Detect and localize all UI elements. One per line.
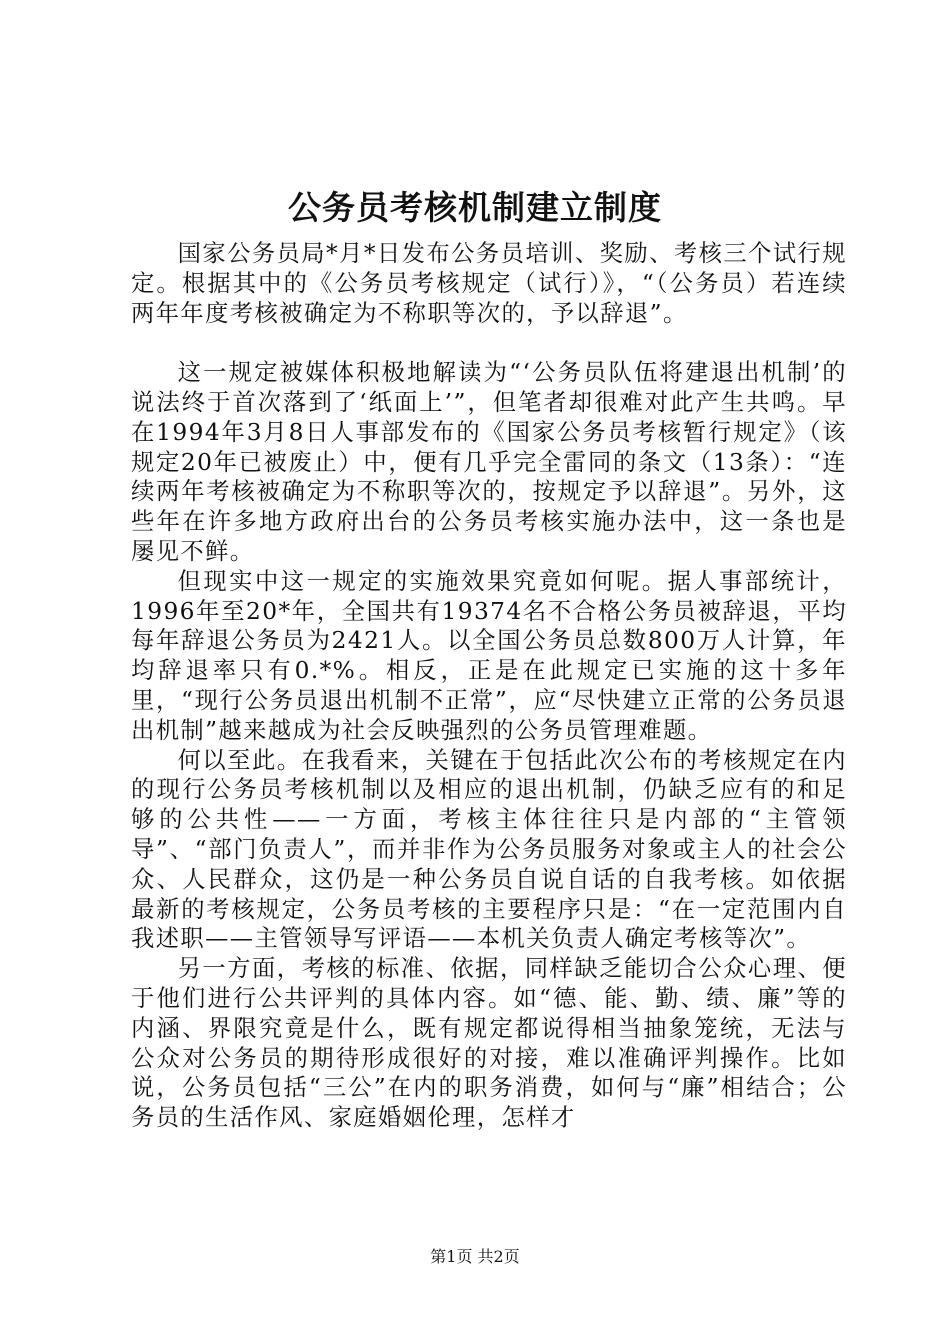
paragraph-2: 这一规定被媒体积极地解读为“‘公务员队伍将建退出机制’的说法终于首次落到了‘纸面上’”，但笔者却很难对此产生共鸣。早在1994年3月8日人事部发布的《国家公务员考核暂行规定》（该规定20年已被废止）中，便有几乎完全雷同的条文（13条）：“连续两年考核被确定为不称职等次的，按规定予以辞退”。另外，这些年在许多地方政府出台的公务员考核实施办法中，这一条也是屡见不鲜。	[131, 359, 847, 565]
document-body	[131, 239, 847, 1133]
document-title: 公务员考核机制建立制度	[288, 188, 662, 227]
paragraph-3: 但现实中这一规定的实施效果究竟如何呢。据人事部统计，1996年至20*年，全国共有19374名不合格公务员被辞退，平均每年辞退公务员为2421人。以全国公务员总数800万人计算，年均辞退率只有0.*%。相反，正是在此规定已实施的这十多年里，“现行公务员退出机制不正常”，应“尽快建立正常的公务员退出机制”越来越成为社会反映强烈的公务员管理难题。	[131, 567, 847, 744]
paragraph-1: 国家公务员局*月*日发布公务员培训、奖励、考核三个试行规定。根据其中的《公务员考核规定（试行）》，“（公务员）若连续两年年度考核被确定为不称职等次的，予以辞退”。	[131, 240, 847, 327]
page-footer: 第1页 共2页	[430, 1247, 520, 1266]
paragraph-5: 另一方面，考核的标准、依据，同样缺乏能切合公众心理、便于他们进行公共评判的具体内容。如“德、能、勤、绩、廉”等的内涵、界限究竟是什么，既有规定都说得相当抽象笼统，无法与公众对公务员的期待形成很好的对接，难以准确评判操作。比如说，公务员包括“三公”在内的职务消费，如何与“廉”相结合；公务员的生活作风、家庭婚姻伦理，怎样才	[131, 955, 847, 1132]
paragraph-4: 何以至此。在我看来，关键在于包括此次公布的考核规定在内的现行公务员考核机制以及相应的退出机制，仍缺乏应有的和足够的公共性——一方面，考核主体往往只是内部的“主管领导”、“部门负责人”，而并非作为公务员服务对象或主人的社会公众、人民群众，这仍是一种公务员自说自话的自我考核。如依据最新的考核规定，公务员考核的主要程序只是：“在一定范围内自我述职——主管领导写评语——本机关负责人确定考核等次”。	[131, 746, 847, 953]
